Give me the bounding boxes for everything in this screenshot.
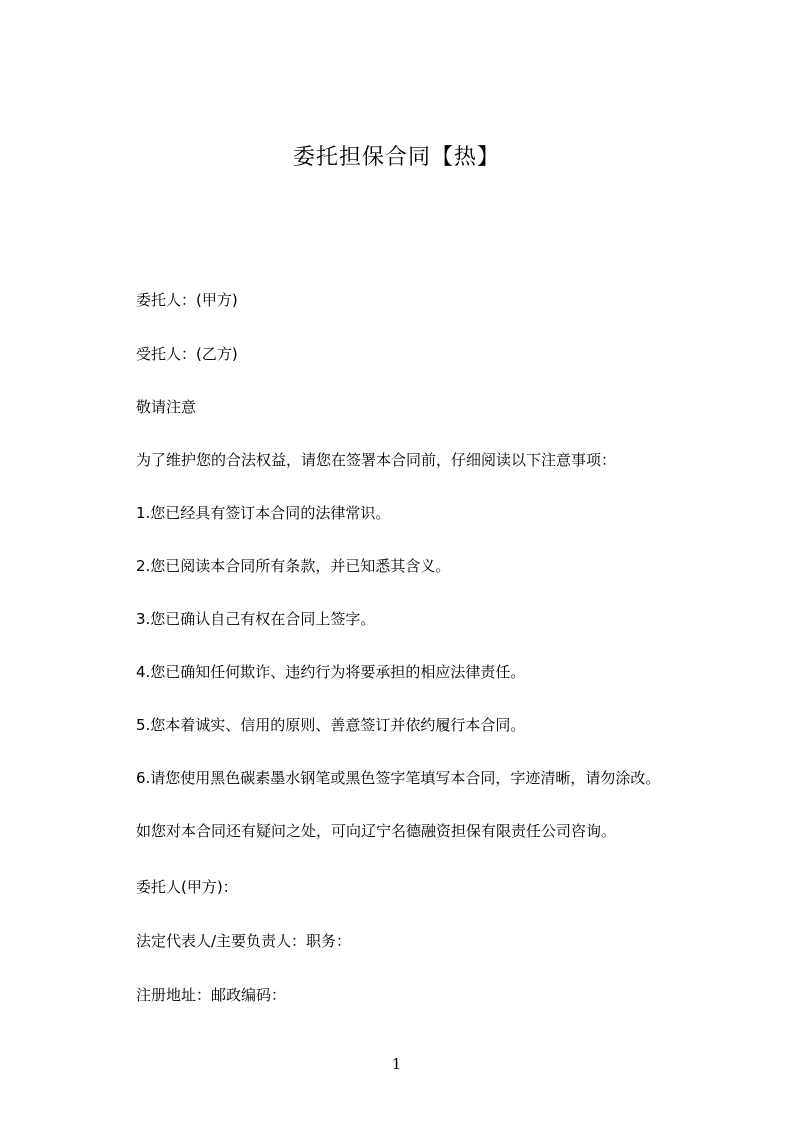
notice-item-5: 5.您本着诚实、信用的原则、善意签订并依约履行本合同。 [136,716,526,734]
client-signature-label: 委托人(甲方)： [136,878,238,896]
legal-representative-line: 法定代表人/主要负责人：职务： [136,932,352,950]
document-title: 委托担保合同【热】 [292,145,500,170]
client-party-line: 委托人：(甲方) [136,291,238,309]
notice-item-4: 4.您已确知任何欺诈、违约行为将要承担的相应法律责任。 [136,663,526,681]
notice-item-2: 2.您已阅读本合同所有条款，并已知悉其含义。 [136,557,451,575]
inquiry-note: 如您对本合同还有疑问之处，可向辽宁名德融资担保有限责任公司咨询。 [136,822,617,840]
page-number: 1 [391,1055,402,1073]
notice-heading: 敬请注意 [136,398,197,416]
notice-item-1: 1.您已经具有签订本合同的法律常识。 [136,504,391,522]
notice-item-6: 6.请您使用黑色碳素墨水钢笔或黑色签字笔填写本合同，字迹清晰，请勿涂改。 [136,769,661,787]
notice-item-3: 3.您已确认自己有权在合同上签字。 [136,610,376,628]
registered-address-line: 注册地址：邮政编码： [136,986,287,1004]
trustee-party-line: 受托人：(乙方) [136,345,238,363]
notice-intro: 为了维护您的合法权益，请您在签署本合同前，仔细阅读以下注意事项： [136,451,617,469]
